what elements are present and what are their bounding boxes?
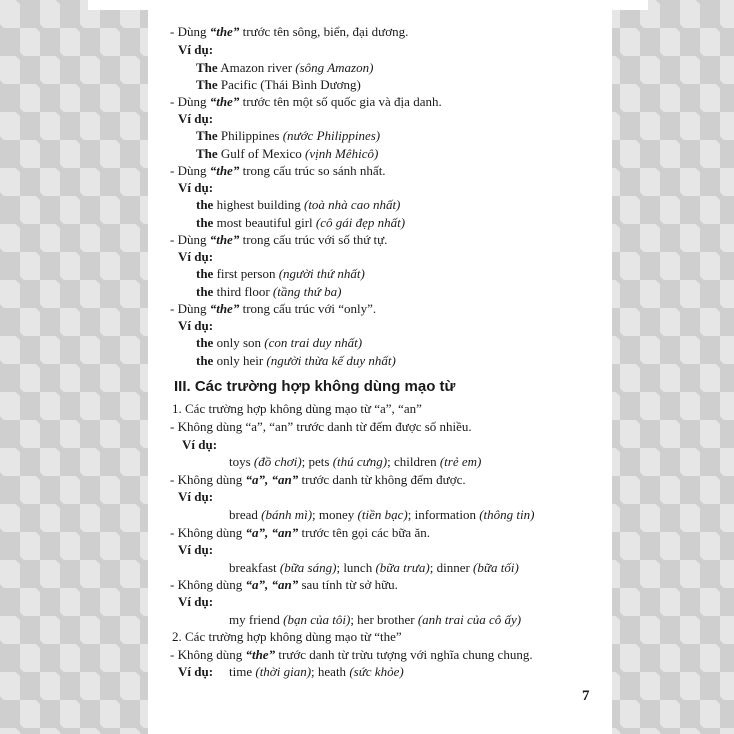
- example-label: Ví dụ:: [178, 180, 214, 195]
- example-line: the most beautiful girl (cô gái đẹp nhất): [196, 215, 406, 230]
- page-number: 7: [582, 688, 590, 704]
- example-label: Ví dụ:: [178, 111, 214, 126]
- example-label: Ví dụ:: [178, 249, 214, 264]
- example-line: the only son (con trai duy nhất): [196, 335, 363, 350]
- subsection-title: 2. Các trường hợp không dùng mạo từ “the”: [172, 629, 402, 644]
- rule-superlative: - Dùng “the” trong cấu trúc so sánh nhất.: [170, 163, 386, 178]
- example-line: The Gulf of Mexico (vịnh Mêhicô): [196, 146, 379, 161]
- rule-uncountable: - Không dùng “a”, “an” trước danh từ không đếm được.: [170, 472, 466, 487]
- example-line: The Amazon river (sông Amazon): [196, 60, 374, 75]
- rule-plural: - Không dùng “a”, “an” trước danh từ đếm được số nhiều.: [170, 419, 472, 434]
- page-corner-left: [88, 0, 158, 10]
- subsection-title: 1. Các trường hợp không dùng mạo từ “a”, “an”: [172, 401, 422, 416]
- rule-ordinal: - Dùng “the” trong cấu trúc với số thứ tự.: [170, 232, 388, 247]
- example-line: my friend (bạn của tôi); her brother (anh trai của cô ấy): [229, 612, 522, 627]
- example-line: toys (đồ chơi); pets (thú cưng); children (trẻ em): [229, 454, 482, 469]
- rule-rivers: - Dùng “the” trước tên sông, biển, đại dương.: [170, 24, 409, 39]
- example-line: the only heir (người thừa kế duy nhất): [196, 353, 396, 368]
- example-label: Ví dụ:: [178, 664, 214, 679]
- example-line: the highest building (toà nhà cao nhất): [196, 197, 401, 212]
- example-label: Ví dụ:: [178, 489, 214, 504]
- example-line: bread (bánh mì); money (tiền bạc); information (thông tin): [229, 507, 535, 522]
- page-corner-right: [578, 0, 648, 10]
- example-line: the first person (người thứ nhất): [196, 266, 365, 281]
- example-label: Ví dụ:: [178, 318, 214, 333]
- example-label: Ví dụ:: [178, 542, 214, 557]
- example-line: The Pacific (Thái Bình Dương): [196, 77, 361, 92]
- example-label: Ví dụ:: [178, 42, 214, 57]
- example-line: breakfast (bữa sáng); lunch (bữa trưa); dinner (bữa tối): [229, 560, 519, 575]
- rule-countries: - Dùng “the” trước tên một số quốc gia và địa danh.: [170, 94, 442, 109]
- section-heading: III. Các trường hợp không dùng mạo từ: [174, 378, 456, 395]
- rule-only: - Dùng “the” trong cấu trúc với “only”.: [170, 301, 377, 316]
- example-label: Ví dụ:: [178, 594, 214, 609]
- rule-possessive: - Không dùng “a”, “an” sau tính từ sở hữu.: [170, 577, 398, 592]
- example-line: time (thời gian); heath (sức khỏe): [229, 664, 404, 679]
- example-line: the third floor (tầng thứ ba): [196, 284, 342, 299]
- rule-abstract: - Không dùng “the” trước danh từ trừu tượng với nghĩa chung chung.: [170, 647, 533, 662]
- example-line: The Philippines (nước Philippines): [196, 128, 381, 143]
- example-label: Ví dụ:: [182, 437, 218, 452]
- rule-meals: - Không dùng “a”, “an” trước tên gọi các bữa ăn.: [170, 525, 430, 540]
